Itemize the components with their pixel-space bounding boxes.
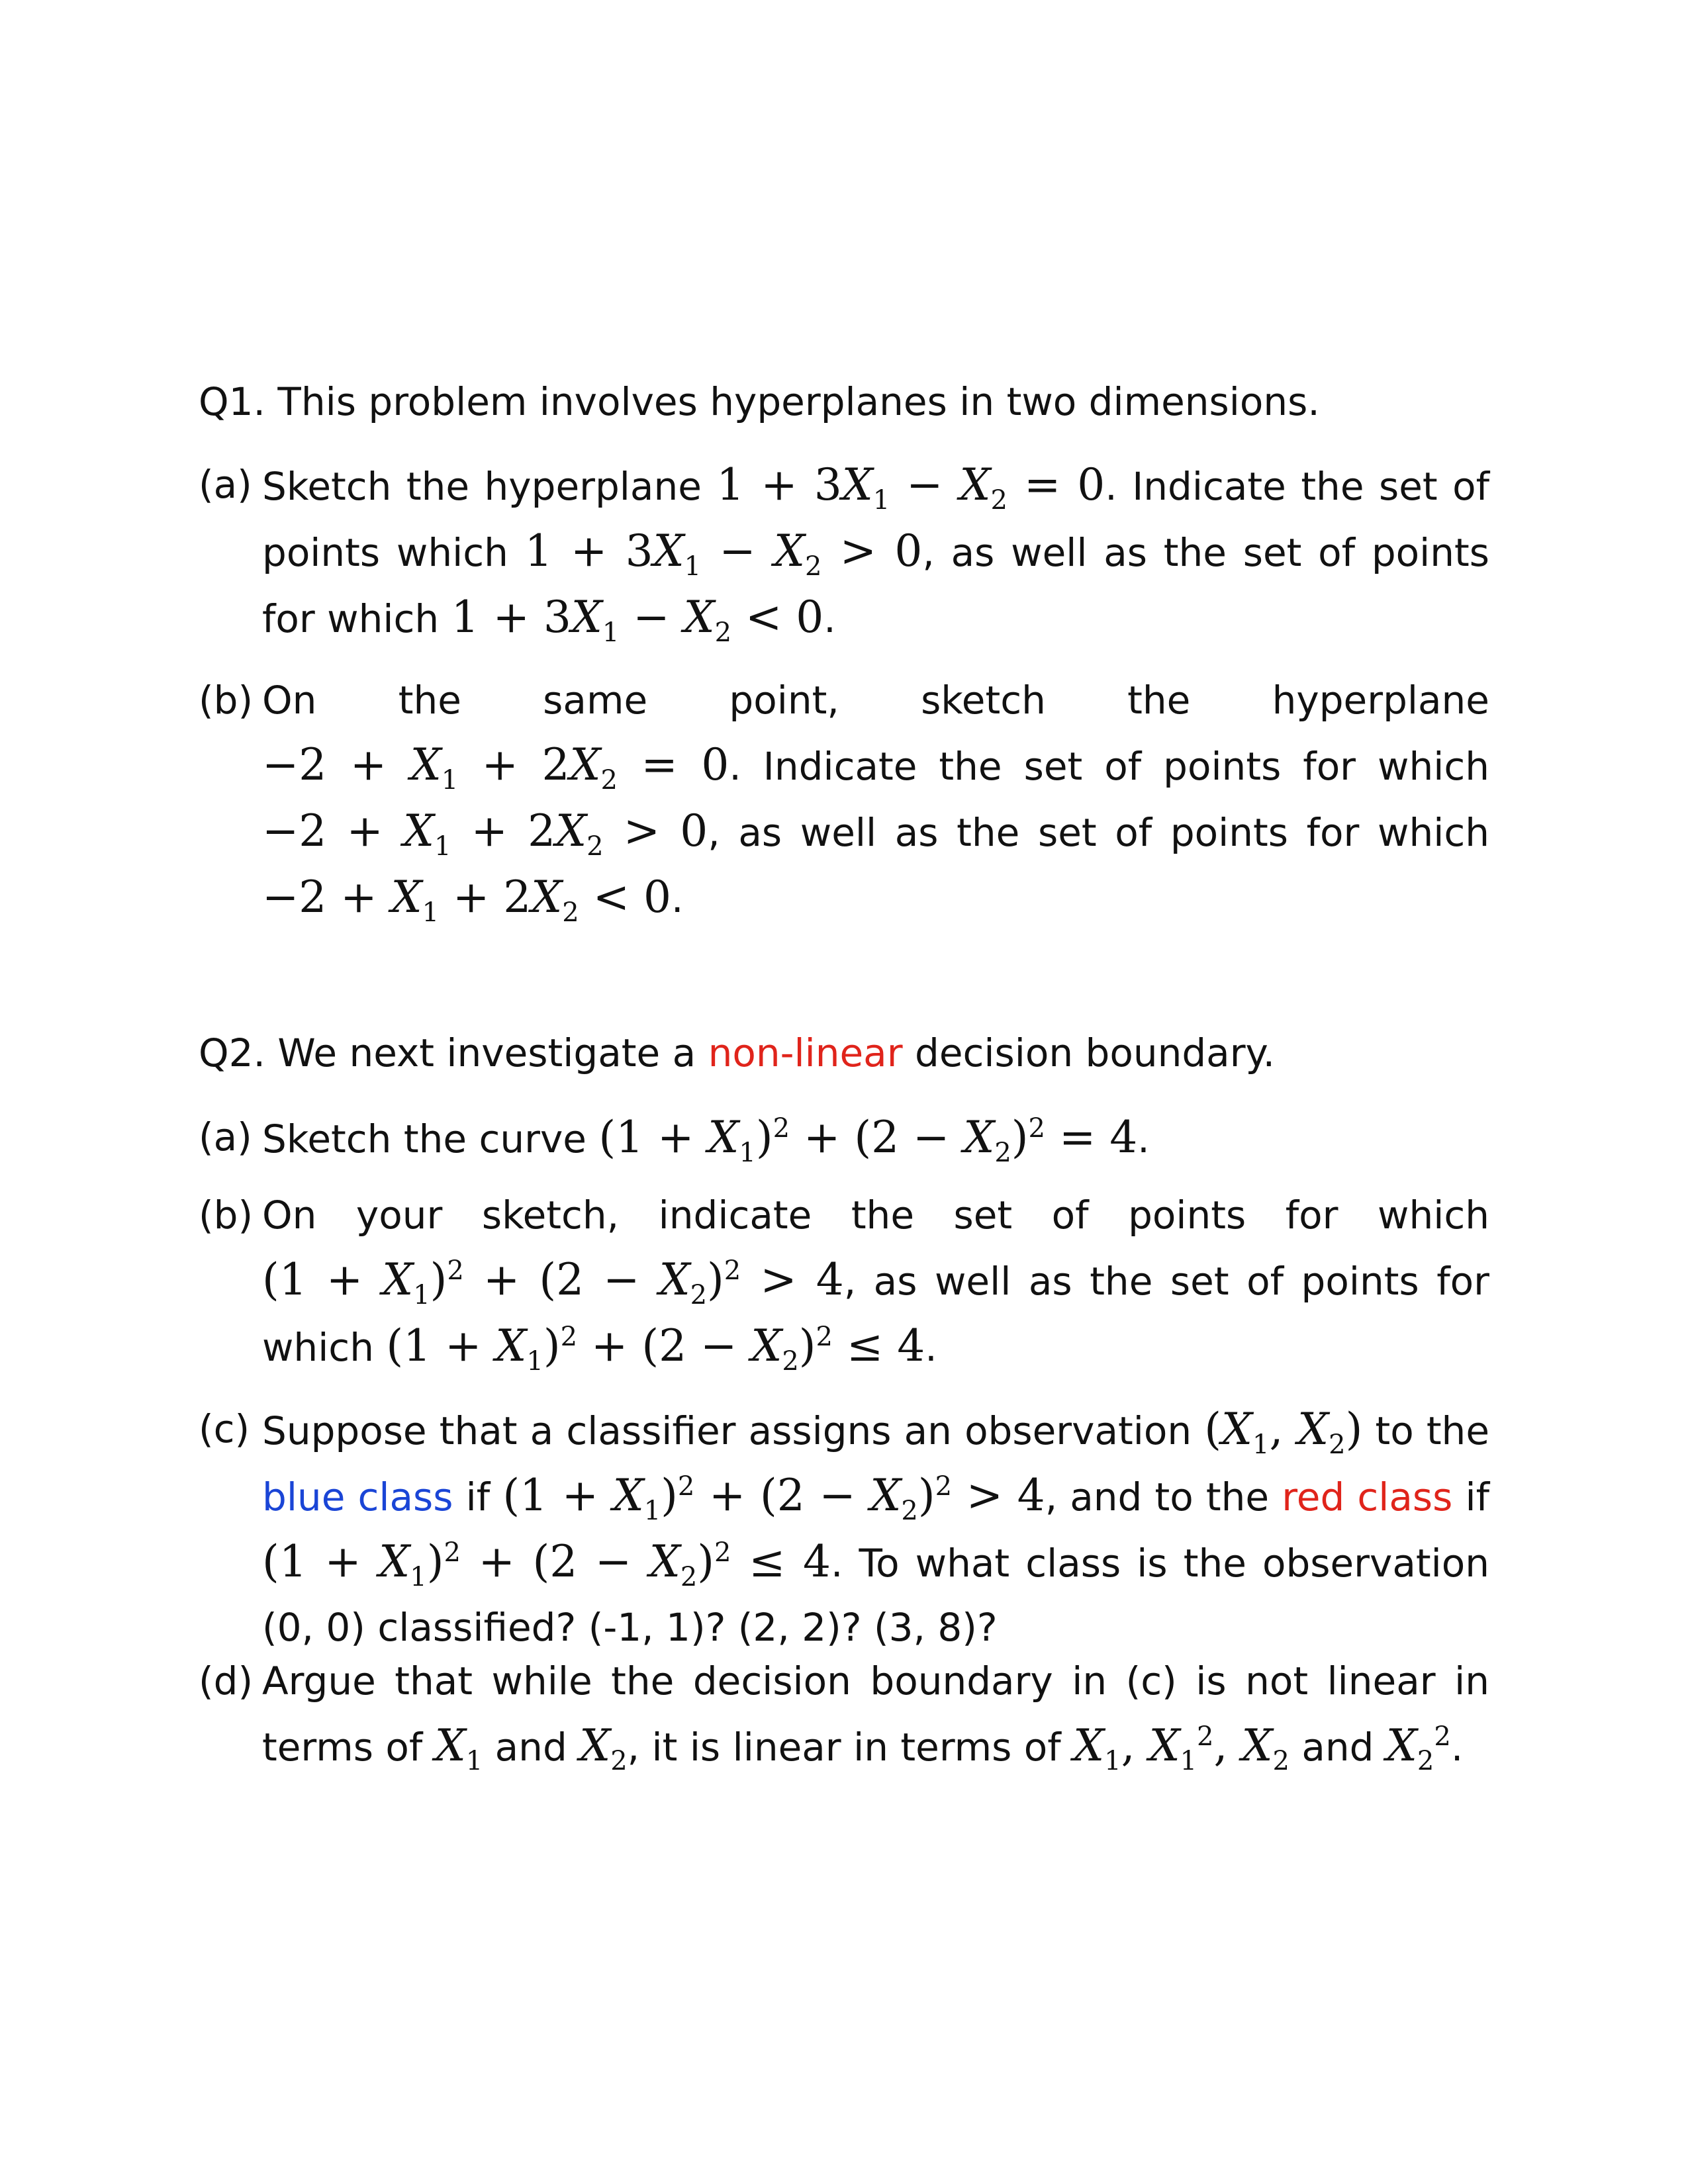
q1-a-text-3: , as well as the set of points for which <box>262 530 1490 641</box>
q1-a-eq-1: $1 + 3X_1 - X_2 = 0$ <box>716 459 1105 516</box>
q2-c-eq-1: $(1 + X_1)^2 + (2 - X_2)^2 > 4$ <box>502 1470 1045 1527</box>
q2-part-a <box>199 1105 1489 1171</box>
q2-d-text-1: Argue that while the decision boundary in (c) is not linear in terms of <box>262 1659 1489 1770</box>
q2-d-label: (d) <box>199 1659 254 1704</box>
q2-d-text-2: and <box>494 1725 567 1770</box>
q2-c-text-6: . To what class is the observation (0, 0) classified? (-1, 1)? (2, 2)? (3, 8)? <box>262 1541 1489 1650</box>
q1-a-text-2: . Indicate the set of points which <box>262 464 1489 575</box>
q2-b-text-3: . <box>925 1325 937 1370</box>
q1-b-eq-2: $-2 + X_1 + 2X_2 > 0$ <box>262 805 708 862</box>
q2-b-text-1: On your sketch, indicate the set of points for which <box>262 1193 1489 1238</box>
q1-b-label: (b) <box>199 678 254 723</box>
q2-c-label: (c) <box>199 1406 250 1451</box>
q2-c-text-2: to the <box>1375 1408 1489 1453</box>
q2-part-d <box>199 1649 1489 1780</box>
q2-d-vars: $X_1$, $X_1^2$, $X_2$ <box>1073 1720 1289 1777</box>
q1-title: Q1. This problem involves hyperplanes in two dimensions. <box>199 379 1320 424</box>
q2-c-text-5: if <box>1465 1475 1490 1520</box>
q2-b-eq-2: $(1 + X_1)^2 + (2 - X_2)^2 \le 4$ <box>386 1320 925 1377</box>
q2-title-highlight: non-linear <box>708 1030 903 1075</box>
q2-d-var-x1: $X_1$ <box>434 1720 483 1777</box>
q2-b-label: (b) <box>199 1193 254 1238</box>
q2-c-red-class: red class <box>1282 1475 1453 1520</box>
q2-c-blue-class: blue class <box>262 1475 453 1520</box>
q2-title-pre: Q2. We next investigate a <box>199 1030 696 1075</box>
q2-d-var-x2sq: $X_2^2$ <box>1385 1720 1451 1777</box>
q1-b-eq-1: $-2 + X_1 + 2X_2 = 0$ <box>262 739 729 796</box>
q2-b-text-2: , as well as the set of points for which <box>262 1259 1489 1370</box>
q2-title-post: decision boundary. <box>915 1030 1276 1075</box>
q1-b-text-3: , as well as the set of points for which <box>708 810 1489 855</box>
q2-d-text-5: . <box>1450 1725 1464 1770</box>
q2-a-text-1: Sketch the curve <box>262 1116 586 1161</box>
q2-c-eq-2: $(1 + X_1)^2 + (2 - X_2)^2 \le 4$ <box>262 1536 831 1593</box>
q2-title <box>199 1030 1275 1076</box>
q2-c-text-1: Suppose that a classifier assigns an observation <box>262 1408 1192 1453</box>
q1-a-eq-3: $1 + 3X_1 - X_2 < 0$ <box>451 592 824 649</box>
q2-a-label: (a) <box>199 1115 252 1160</box>
q2-c-text-3: if <box>465 1475 491 1520</box>
q2-c-text-4: , and to the <box>1045 1475 1270 1520</box>
q1-b-text-2: . Indicate the set of points for which <box>729 744 1489 789</box>
q2-part-c <box>199 1397 1489 1660</box>
q2-d-var-x2: $X_2$ <box>579 1720 628 1777</box>
q1-a-eq-2: $1 + 3X_1 - X_2 > 0$ <box>524 525 923 582</box>
q2-part-b <box>199 1183 1489 1380</box>
q1-b-text-1: On the same point, sketch the hyperplane <box>262 678 1489 723</box>
q2-b-eq-1: $(1 + X_1)^2 + (2 - X_2)^2 > 4$ <box>262 1254 844 1311</box>
q1-a-text-1: Sketch the hyperplane <box>262 464 702 509</box>
q1-a-text-4: . <box>823 596 836 641</box>
q1-b-eq-3: $-2 + X_1 + 2X_2 < 0$ <box>262 872 671 929</box>
q1-a-label: (a) <box>199 462 252 507</box>
q2-d-text-3: , it is linear in terms of <box>627 1725 1061 1770</box>
q2-a-eq: $(1 + X_1)^2 + (2 - X_2)^2 = 4$ <box>598 1112 1138 1169</box>
q2-d-text-4: and <box>1301 1725 1374 1770</box>
q2-a-text-2: . <box>1137 1116 1150 1161</box>
q1-part-b <box>199 668 1489 931</box>
q1-b-text-4: . <box>671 876 684 921</box>
q2-c-eq-obs: ($X_1$, $X_2$) <box>1204 1404 1363 1461</box>
q1-part-a <box>199 453 1489 651</box>
